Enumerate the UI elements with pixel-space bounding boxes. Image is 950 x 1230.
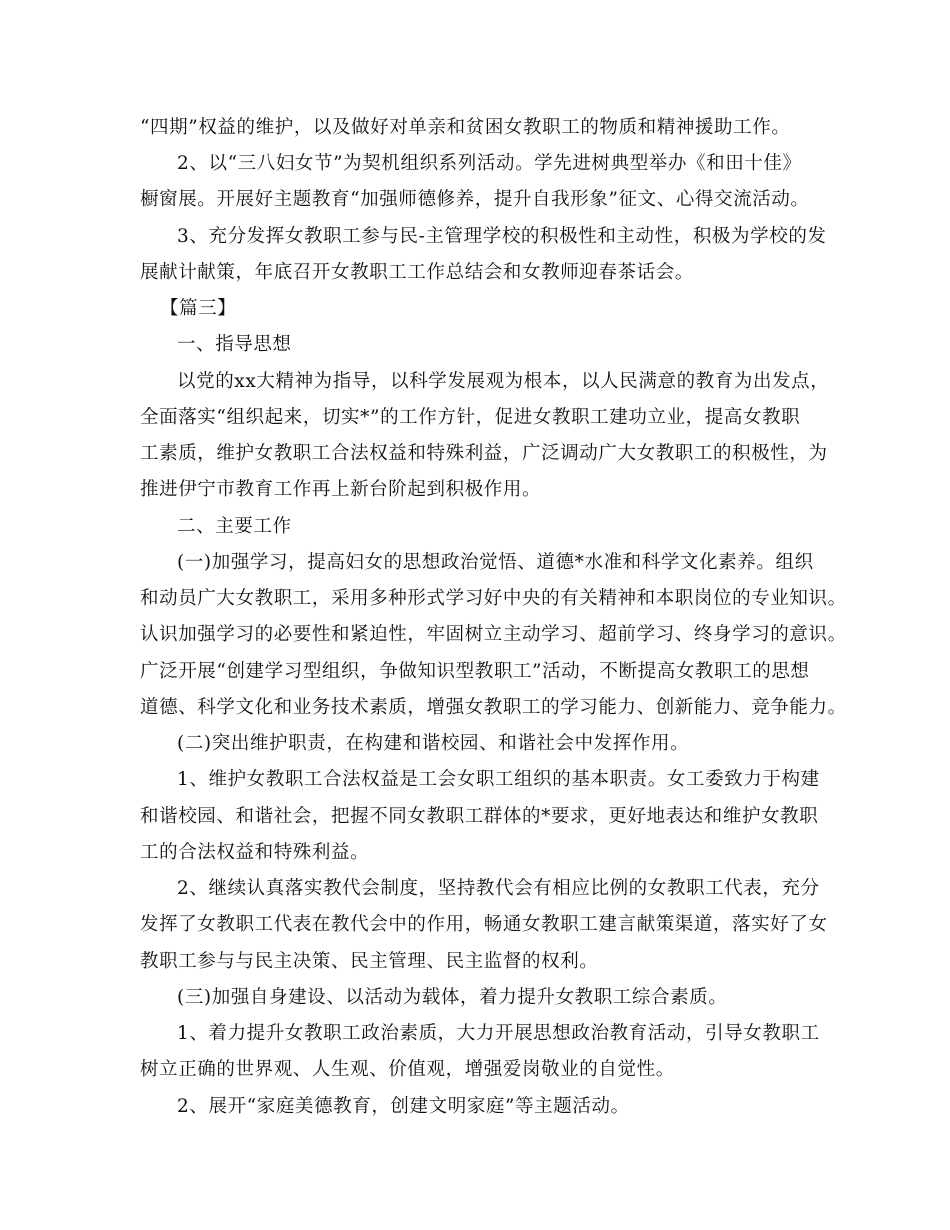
paragraph-line: 2、展开“家庭美德教育，创建文明家庭”等主题活动。 [177, 1096, 630, 1117]
paragraph-line: 广泛开展“创建学习型组织，争做知识型教职工”活动，不断提高女教职工的思想 [140, 661, 810, 682]
paragraph-line: 和动员广大女教职工，采用多种形式学习好中央的有关精神和本职岗位的专业知识。 [140, 588, 847, 609]
paragraph-line: 工的合法权益和特殊利益。 [140, 842, 370, 863]
paragraph-line: 教职工参与与民主决策、民主管理、民主监督的权利。 [140, 951, 599, 972]
paragraph-line: 道德、科学文化和业务技术素质，增强女教职工的学习能力、创新能力、竞争能力。 [140, 697, 847, 718]
subheading: 一、指导思想 [177, 334, 292, 355]
paragraph-line: 工素质，维护女教职工合法权益和特殊利益，广泛调动广大女教职工的积极性，为 [140, 443, 828, 464]
paragraph-line: (二)突出维护职责，在构建和谐校园、和谐社会中发挥作用。 [177, 733, 690, 754]
paragraph-line: 2、以“三八妇女节”为契机组织系列活动。学先进树典型举办《和田十佳》 [177, 153, 802, 174]
paragraph-line: 展献计献策，年底召开女教职工工作总结会和女教师迎春茶话会。 [140, 262, 694, 283]
section-heading: 【篇三】 [160, 298, 237, 319]
paragraph-line: 全面落实“组织起来，切实*”的工作方针，促进女教职工建功立业，提高女教职 [140, 407, 801, 428]
paragraph-line: 树立正确的世界观、人生观、价值观，增强爱岗敬业的自觉性。 [140, 1059, 675, 1080]
paragraph-line: (一)加强学习，提高妇女的思想政治觉悟、道德*水准和科学文化素养。组织 [177, 552, 814, 573]
paragraph-line: 1、维护女教职工合法权益是工会女职工组织的基本职责。女工委致力于构建 [177, 769, 820, 790]
paragraph-line: 2、继续认真落实教代会制度，坚持教代会有相应比例的女教职工代表，充分 [177, 878, 820, 899]
subheading: 二、主要工作 [177, 516, 292, 537]
paragraph-line: 推进伊宁市教育工作再上新台阶起到积极作用。 [140, 479, 542, 500]
paragraph-line: 以党的xx大精神为指导，以科学发展观为根本，以人民满意的教育为出发点， [177, 371, 830, 392]
paragraph-line: 和谐校园、和谐社会，把握不同女教职工群体的*要求，更好地表达和维护女教职 [140, 806, 819, 827]
paragraph-line: 橱窗展。开展好主题教育“加强师德修养，提升自我形象”征文、心得交流活动。 [140, 189, 810, 210]
paragraph-line: 发挥了女教职工代表在教代会中的作用，畅通女教职工建言献策渠道，落实好了女 [140, 914, 828, 935]
paragraph-line: 3、充分发挥女教职工参与民-主管理学校的积极性和主动性，积极为学校的发 [177, 226, 827, 247]
paragraph-line: (三)加强自身建设、以活动为载体，着力提升女教职工综合素质。 [177, 987, 728, 1008]
paragraph-line: 1、着力提升女教职工政治素质，大力开展思想政治教育活动，引导女教职工 [177, 1023, 820, 1044]
paragraph-line: 认识加强学习的必要性和紧迫性，牢固树立主动学习、超前学习、终身学习的意识。 [140, 624, 847, 645]
paragraph-line: “四期”权益的维护，以及做好对单亲和贫困女教职工的物质和精神援助工作。 [140, 117, 791, 138]
